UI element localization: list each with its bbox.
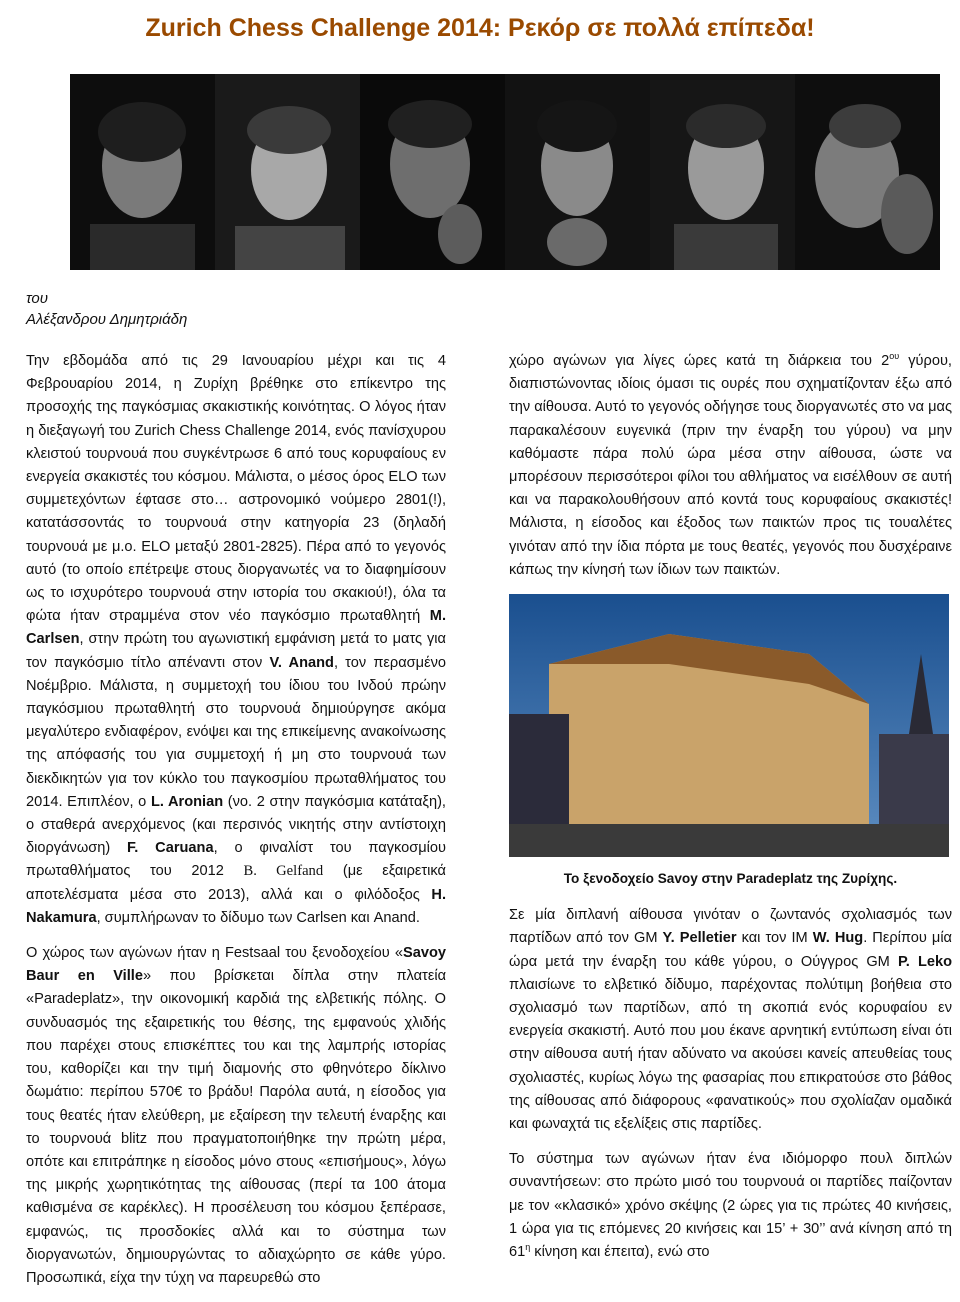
player-photo-6: [795, 74, 940, 270]
player-photo-4: [505, 74, 650, 270]
player-photo-1: [70, 74, 215, 270]
right-paragraph-1: χώρο αγώνων για λίγες ώρες κατά τη διάρκεια του $2^{o\upsilon}$ γύρου, διαπιστώνοντας ιδίοις όμασι τις ουρές που σχηματίζονταν έξω από την αίθουσα. Αυτό το γεγονός οδήγησε τους διοργανωτές στο να μας παρακαλέσουν ευγενικά (πριν την έναρξη του γύρου) να μην καθόμαστε πάρα πολύ ώρα μέσα στην αίθουσα, ώστε να μπορέσουν περισσότεροι φίλοι του αθλήματος να εισέλθουν σε αυτή και να παρακολουθήσουν από κοντά τους κορυφαίους σκακιστές! Μάλιστα, η είσοδος και έξοδος των παικτών προς τις τουαλέτες γινόταν από την ίδια πόρτα με τους θεατές, γεγονός που δυσχέραινε κάπως την κίνησή των ίδιων των παικτών.: [509, 351, 952, 578]
right-paragraph-2: Σε μία διπλανή αίθουσα γινόταν ο ζωντανός σχολιασμός των παρτίδων από τον GM Y. Pelletier και τον IM W. Hug. Περίπου μία ώρα μετά την έναρξη του κάθε γύρου, ο Ούγγρος GM P. Leko πλαισίωνε το ελβετικό δίδυμο, παρέχοντας πολύτιμη βοήθεια στο σχολιασμό των παρτίδων, από τη σκοπιά ενός κορυφαίου εν ενεργεία σκακιστή. Αυτό που μου έκανε αρνητική εντύπωση είναι ότι στην αίθουσα αυτή ήταν αδύνατο να ακούσει κανείς απευθείας τους σχολιαστές, κυρίως λόγω της φασαρίας που επικρατούσε στο βάθος της αίθουσας από διάφορους «φανατικούς» που σχολίαζαν ομαδικά και φωναχτά τις εξελίξεις στις παρτίδες.: [509, 907, 953, 1133]
left-paragraph-1: Την εβδομάδα από τις 29 Ιανουαρίου μέχρι και τις 4 Φεβρουαρίου 2014, η Ζυρίχη βρέθηκε στο επίκεντρο της προσοχής της παγκόσμιας σκακιστικής κοινότητας. Ο λόγος ήταν η διεξαγωγή του Zurich Chess Challenge 2014, ενός πανίσχυρου κλειστού τουρνουά που συγκέντρωσε 6 από τους κορυφαίους εν ενεργεία σκακιστές του κόσμου. Μάλιστα, ο μέσος όρος ELO των συμμετεχόντων έφτασε στο… αστρονομικό νούμερο 2801(!), κατατάσσοντάς το τουρνουά στην κατηγορία 23 (δηλαδή τουρνουά με μ.ο. ELO μεταξύ 2801-2825). Πέρα από το γεγονός αυτό (το οποίο επέτρεψε στους διοργανωτές να το διαφημίσουν ως το ισχυρότερο τουρνουά στην ιστορία του σκακιού!), όλα τα φώτα ήταν στραμμένα στον νέο παγκόσμιο πρωταθλητή M. Carlsen, στην πρώτη του αγωνιστική εμφάνιση μετά το ματς για τον παγκόσμιο τίτλο απέναντι στον V. Anand, τον περασμένο Νοέμβριο. Μάλιστα, η συμμετοχή του ίδιου του Ινδού πρώην παγκόσμιου πρωταθλητή στο τουρνουά δημιούργησε ακόμα μεγαλύτερο ενδιαφέρον, ενόψει και της επικείμενης ανακοίνωσης της απόφασής του για συμμετοχή ή μη στο τουρνουά των διεκδικητών για τον κύκλο του παγκοσμίου πρωταθλήματος του 2014. Επιπλέον, ο L. Aronian (νο. 2 στην παγκόσμια κατάταξη), ο σταθερά ανερχόμενος (και περσινός νικητής στην αντίστοιχη διοργάνωση) F. Caruana, ο φιναλίστ του παγκοσμίου πρωταθλήματος του 2012 B. Gelfand (με εξαιρετικά αποτελέσματα μέσα στο 2013), αλλά και ο φιλόδοξος H. Nakamura, συμπλήρωναν το δίδυμο των Carlsen και Anand.: [26, 353, 446, 926]
byline-author: Αλέξανδρου Δημητριάδη: [26, 311, 188, 328]
article-title: Zurich Chess Challenge 2014: Ρεκόρ σε πολλά επίπεδα!: [145, 14, 815, 42]
hotel-savoy-photo: [509, 594, 949, 857]
left-column: [26, 350, 446, 1302]
left-paragraph-2: Ο χώρος των αγώνων ήταν η Festsaal του ξενοδοχείου «Savoy Baur en Ville» που βρίσκεται δίπλα στην πλατεία «Paradeplatz», την οικονομική καρδιά της ελβετικής πόλης. Ο συνδυασμός της εξαιρετικής του θέσης, της εμφανούς χλιδής που παρέχει στους επισκέπτες του και της λαμπρής ιστορίας του, καθορίζει και την τιμή διαμονής στο φθηνότερο δίκλινο δωμάτιο: περίπου 570€ το βράδυ! Παρόλα αυτά, η είσοδος για τους θεατές ήταν ελεύθερη, με εξαίρεση την τελευτή έναρξης και το τουρνουά blitz που πραγματοποιήθηκε την πρώτη μέρα, οπότε και επιτράπηκε η είσοδος μόνο στους «επισήμους», λόγω της μικρής χωρητικότητας της αίθουσας (περί τα 100 άτομα καθισμένα σε καρέκλες). Η προσέλευση του κόσμου ξεπέρασε, εμφανώς, τις προσδοκίες αλλά και το σύστημα των διοργανωτών, δημιουργώντας το αδιαχώρητο σε κάθε γύρο. Προσωπικά, είχα την τύχη να παρευρεθώ στο: [26, 945, 447, 1286]
right-paragraph-3: Το σύστημα των αγώνων ήταν ένα ιδιόμορφο πουλ διπλών συναντήσεων: στο πρώτο μισό του τουρνουά οι παρτίδες παίζονταν με τον «κλασικό» χρόνο σκέψης (2 ώρες για τις πρώτες 40 κινήσεις, 1 ώρα για τις επόμενες 20 κινήσεις και 15’ + 30’’ ανά κίνηση από τη $61^\eta$ κίνηση και έπειτα), ενώ στο: [509, 1151, 952, 1261]
player-photo-3: [360, 74, 505, 270]
byline: [26, 288, 187, 330]
right-column: [509, 350, 952, 1276]
hotel-caption: Το ξενοδοχείο Savoy στην Paradeplatz της Ζυρίχης.: [563, 871, 898, 887]
player-photos-strip: [70, 74, 940, 270]
player-photo-5: [650, 74, 795, 270]
player-photo-2: [215, 74, 360, 270]
byline-prefix: του: [26, 290, 48, 307]
